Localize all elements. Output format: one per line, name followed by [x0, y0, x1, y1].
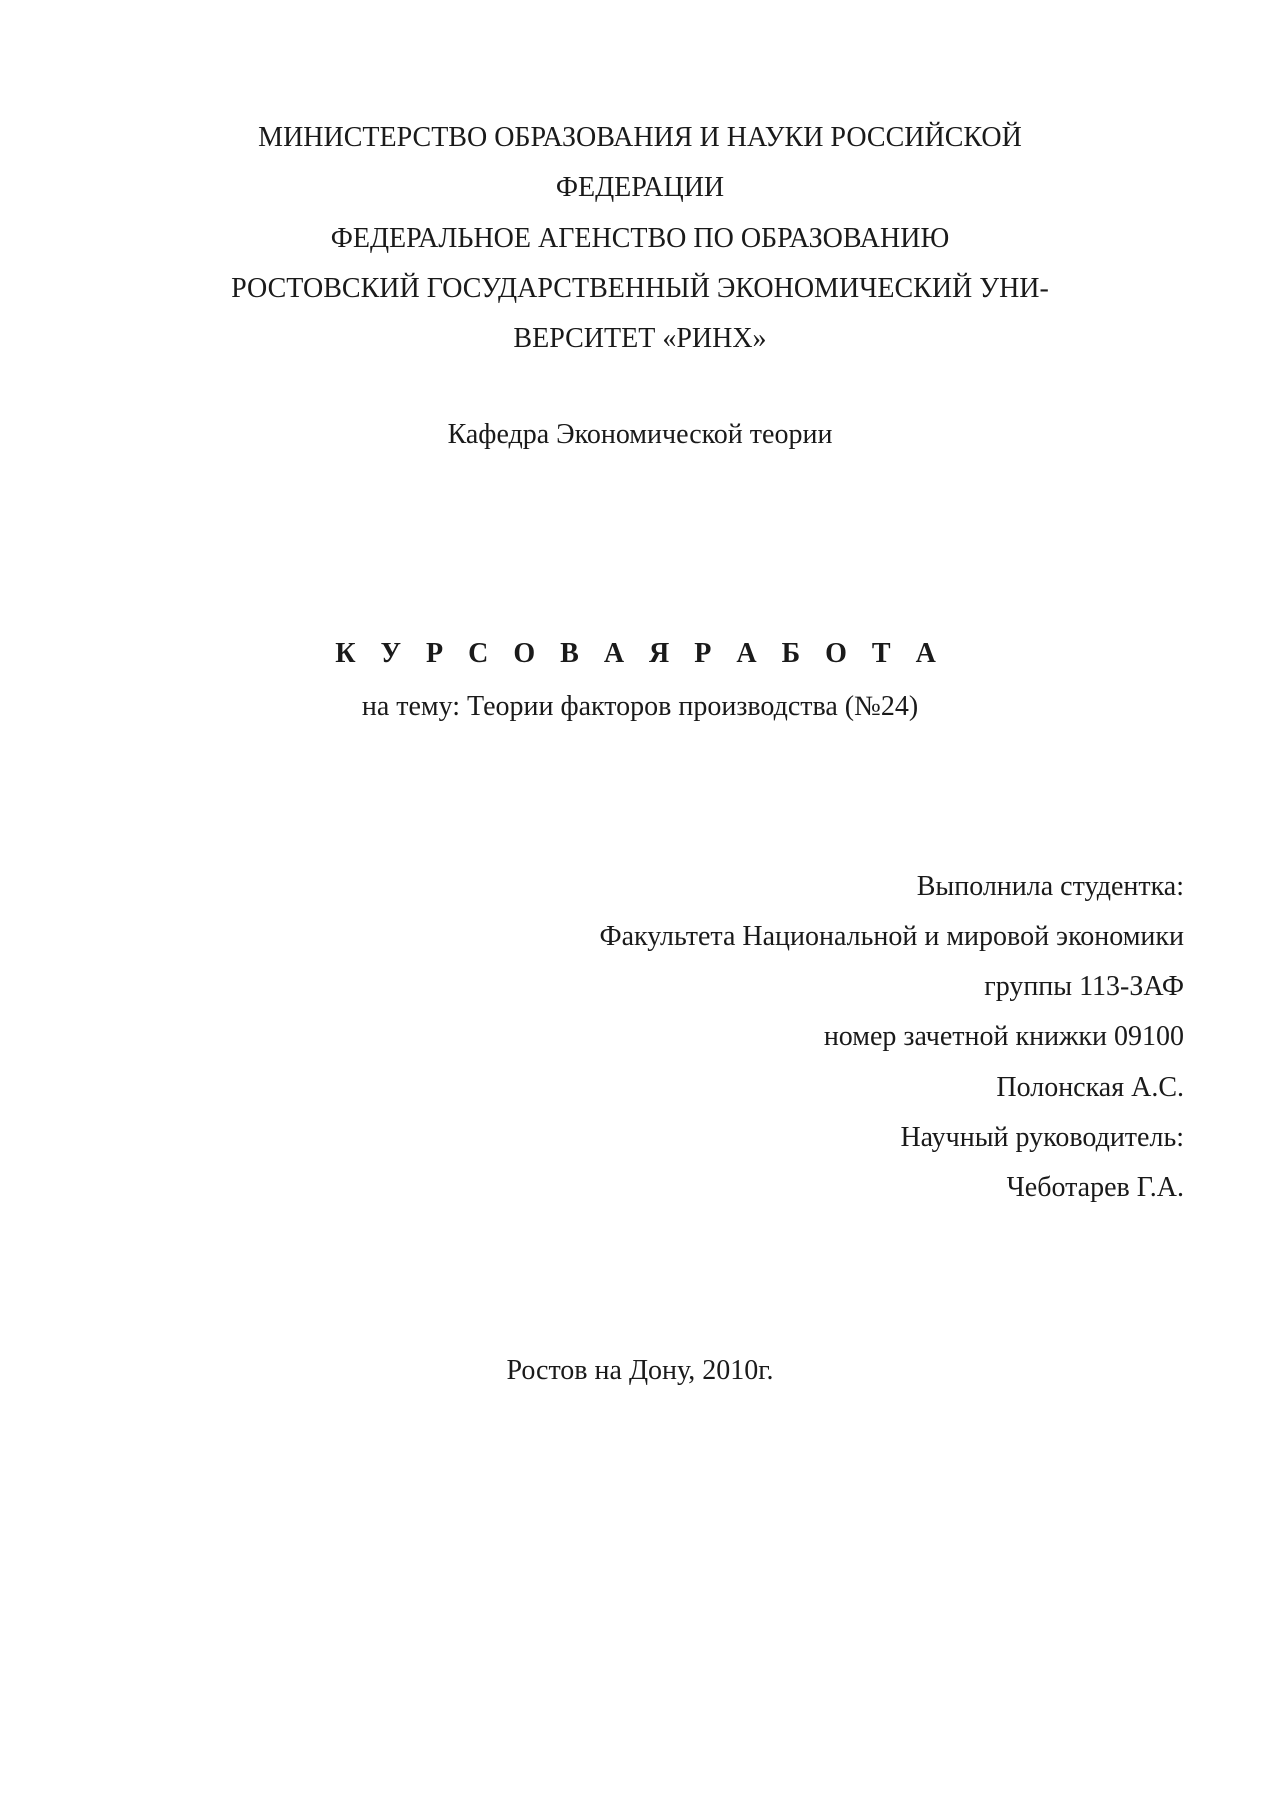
student-label: Выполнила студентка: [916, 871, 1184, 902]
agency-line: ФЕДЕРАЛЬНОЕ АГЕНСТВО ПО ОБРАЗОВАНИЮ [330, 223, 950, 254]
university-line-2: ВЕРСИТЕТ «РИНХ» [513, 323, 767, 354]
department-line: Кафедра Экономической теории [447, 419, 833, 450]
place-year: Ростов на Дону, 2010г. [506, 1355, 774, 1386]
university-line-1: РОСТОВСКИЙ ГОСУДАРСТВЕННЫЙ ЭКОНОМИЧЕСКИЙ УНИ- [231, 273, 1049, 304]
document-topic: на тему: Теории факторов производства (№24) [361, 691, 919, 722]
student-name: Полонская А.С. [996, 1072, 1184, 1103]
ministry-line-2: ФЕДЕРАЦИИ [555, 172, 725, 203]
faculty-line: Факультета Национальной и мировой экономики [599, 921, 1184, 952]
supervisor-name: Чеботарев Г.А. [1006, 1172, 1184, 1203]
supervisor-label: Научный руководитель: [900, 1122, 1184, 1153]
record-book-line: номер зачетной книжки 09100 [823, 1021, 1184, 1052]
document-title: К У Р С О В А Я Р А Б О Т А [335, 638, 945, 669]
ministry-line-1: МИНИСТЕРСТВО ОБРАЗОВАНИЯ И НАУКИ РОССИЙСКОЙ [258, 122, 1022, 153]
group-line: группы 113-ЗАФ [984, 971, 1184, 1002]
